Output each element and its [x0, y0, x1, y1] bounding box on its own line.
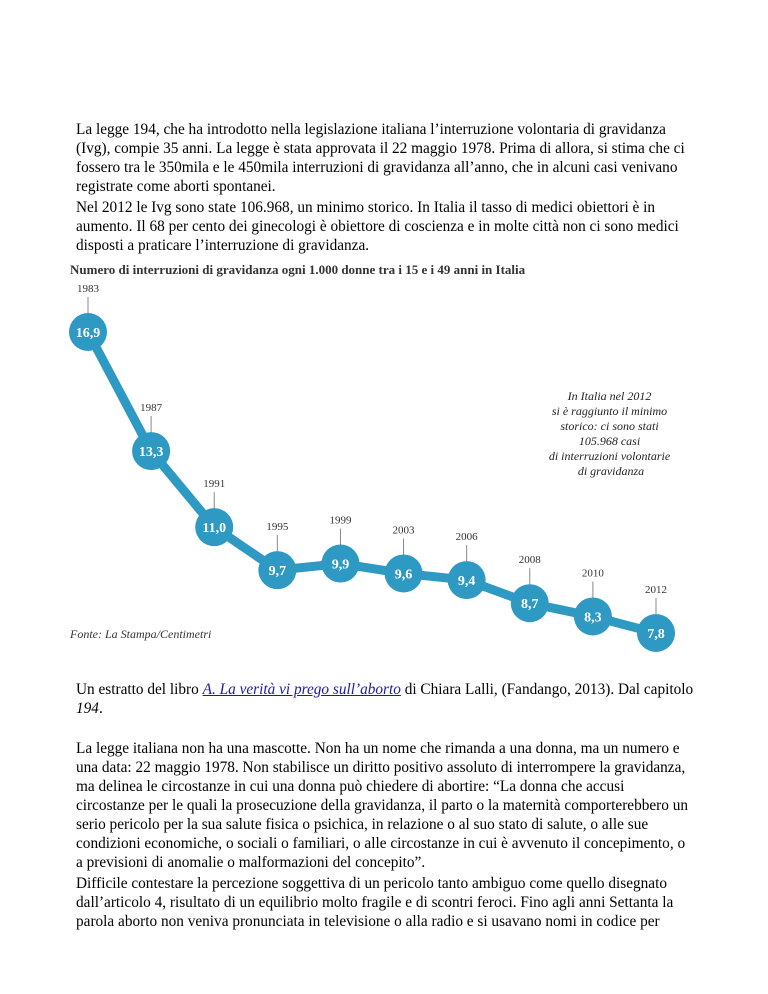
law-paragraph: La legge italiana non ha una mascotte. Non ha un nome che rimanda a una donna, ma un numero e una data: 22 maggio 1978. Non stabilisce un diritto positivo assoluto di interrompere la gravidanza, ma delinea le circostanze in cui una donna può chiedere di abortire: “La donna che accusi circostanze per le quali la prosecuzione della gravidanza, il parto o la maternità comporterebbero un serio pericolo per la sua salute fisica o psichica, in relazione o al suo stato di salute, o alle sue condizioni economiche, o sociali o familiari, o alle circostanze in cui è avvenuto il concepimento, o a previsioni di anomalie o malformazioni del concepito”. [76, 740, 689, 871]
annotation-line-1: In Italia nel 2012 [567, 389, 652, 403]
year-label: 1995 [266, 521, 289, 534]
year-label: 1983 [77, 283, 99, 295]
data-point-2010 [574, 567, 612, 635]
chart-title: Numero di interruzioni di gravidanza ogni 1.000 donne tra i 15 e i 49 anni in Italia [70, 262, 526, 277]
value-label: 9,6 [394, 567, 413, 583]
value-label: 7,8 [647, 627, 665, 642]
annotation-line-4: 105.968 casi [578, 434, 641, 448]
annotation-line-2: si è raggiunto il minimo [551, 404, 668, 418]
excerpt-author: di Chiara Lalli, (Fandango, 2013). Dal capitolo [400, 681, 694, 698]
annotation-line-3: storico: ci sono stati [560, 419, 659, 433]
value-label: 9,7 [268, 564, 287, 580]
abortion-rate-chart [66, 258, 706, 670]
year-label: 1999 [329, 514, 352, 527]
article-paragraph: Difficile contestare la percezione soggettiva di un pericolo tanto ambiguo come quello disegnato dall’articolo 4, risultato di un equilibrio molto fragile e di scontri feroci. Fino agli anni Settanta la parola aborto non veniva pronunciata in televisione o alla radio e si usavano nomi in codice per [76, 875, 674, 930]
value-label: 11,0 [202, 521, 227, 537]
year-label: 2003 [392, 524, 415, 537]
value-label: 16,9 [75, 326, 101, 341]
data-point-2008 [511, 554, 549, 622]
annotation-line-5: di interruzioni volontarie [548, 449, 671, 463]
data-point-1995 [258, 521, 296, 589]
data-point-1987 [132, 402, 170, 470]
excerpt-prefix: Un estratto del libro [76, 681, 203, 698]
year-label: 2006 [455, 531, 478, 544]
value-label: 13,3 [138, 445, 164, 461]
chart-annotation [549, 389, 673, 478]
chart-source: Fonte: La Stampa/Centimetri [70, 627, 212, 641]
year-label: 1987 [140, 402, 163, 415]
year-label: 2010 [581, 567, 604, 580]
data-point-2003 [385, 524, 423, 592]
year-label: 2008 [518, 554, 541, 567]
chapter-name: 194 [76, 700, 99, 717]
data-point-2006 [448, 531, 486, 599]
value-label: 9,4 [457, 574, 476, 590]
book-excerpt-paragraph [76, 680, 694, 718]
book-title-link[interactable]: A. La verità vi prego sull’aborto [202, 681, 401, 698]
annotation-line-6: di gravidanza [577, 464, 645, 478]
data-point-1983 [69, 283, 107, 351]
intro-paragraph: La legge 194, che ha introdotto nella legislazione italiana l’interruzione volontaria di gravidanza (Ivg), compie 35 anni. La legge è stata approvata il 22 maggio 1978. Prima di allora, si stima che ci fossero tra le 350mila e le 450mila interruzioni di gravidanza all’anno, che in alcuni casi venivano registrate come aborti spontanei. [76, 121, 685, 195]
series-line [88, 332, 659, 633]
data-point-1999 [321, 515, 359, 583]
value-label: 8,7 [521, 597, 539, 613]
value-label: 8,3 [584, 610, 602, 626]
data-point-2012 [637, 584, 675, 652]
value-label: 9,9 [331, 557, 350, 573]
year-label: 1991 [203, 478, 226, 491]
statistics-paragraph: Nel 2012 le Ivg sono state 106.968, un minimo storico. In Italia il tasso di medici obiettori è in aumento. Il 68 per cento dei ginecologi è obiettore di coscienza e in molte città non ci sono medici disposti a praticare l’interruzione di gravidanza. [76, 199, 679, 254]
excerpt-end: . [98, 700, 103, 717]
chart-line-layer [88, 332, 659, 633]
year-label: 2012 [645, 584, 667, 596]
